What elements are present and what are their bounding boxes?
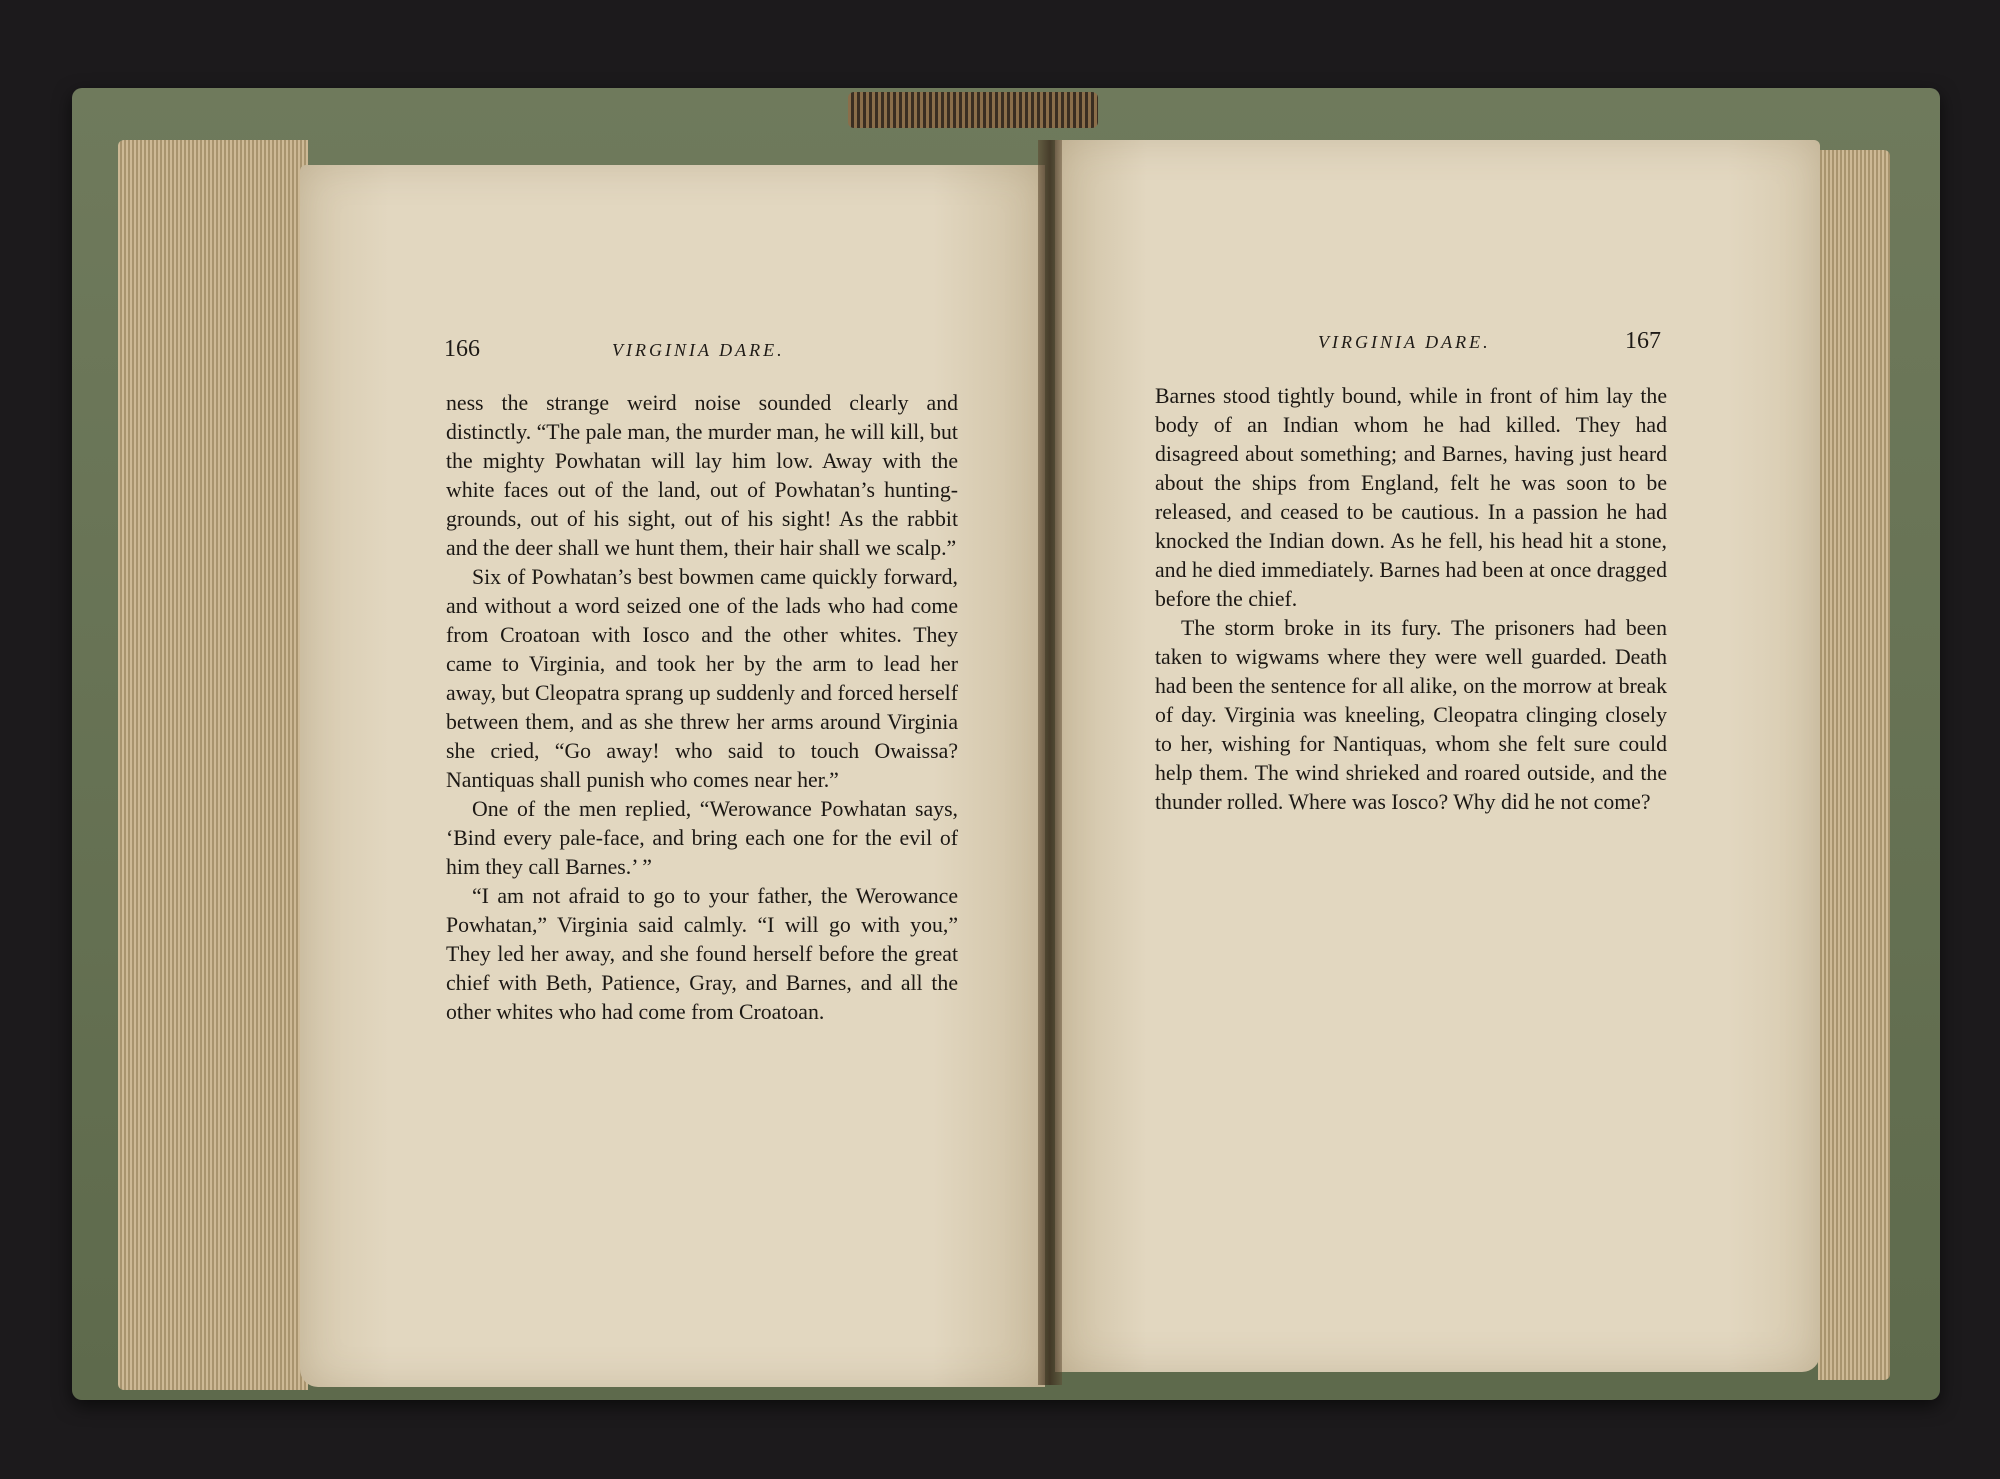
left-page-number: 166 xyxy=(444,336,480,362)
left-page-edges xyxy=(118,140,308,1390)
right-page-text xyxy=(1155,382,1667,817)
left-paragraph-4: “I am not afraid to go to your father, the Werowance Powhatan,” Virginia said calmly. “I will go with you,” They led her away, and she found herself before the great chief with Beth, Patience, Gray, and Barnes, and all the other whites who had come from Croatoan. xyxy=(446,884,958,1024)
left-running-head-title: VIRGINIA DARE. xyxy=(612,340,785,360)
left-paragraph-3: One of the men replied, “Werowance Powhatan says, ‘Bind every pale-face, and bring each one for the evil of him they call Barnes.’ ” xyxy=(446,797,958,879)
left-paragraph-2: Six of Powhatan’s best bowmen came quickly forward, and without a word seized one of the lads who had come from Croatoan with Iosco and the other whites. They came to Virginia, and took her by the arm to lead her away, but Cleopatra sprang up suddenly and forced herself between them, and as she threw her arms around Virginia she cried, “Go away! who said to touch Owaissa? Nantiquas shall punish who comes near her.” xyxy=(446,565,958,792)
left-page-text xyxy=(446,389,958,1027)
right-running-header xyxy=(1155,328,1675,368)
right-page-edges xyxy=(1818,150,1890,1380)
right-paragraph-2: The storm broke in its fury. The prisoners had been taken to wigwams where they were well guarded. Death had been the sentence for all alike, on the morrow at break of day. Virginia was kneeling, Cleopatra clinging closely to her, wishing for Nantiquas, whom she felt sure could help them. The wind shrieked and roared outside, and the thunder rolled. Where was Iosco? Why did he not come? xyxy=(1155,616,1667,814)
left-paragraph-1: ness the strange weird noise sounded clearly and distinctly. “The pale man, the murder man, he will kill, but the mighty Powhatan will lay him low. Away with the white faces out of the land, out of Powhatan’s hunting-grounds, out of his sight, out of his sight! As the rabbit and the deer shall we hunt them, their hair shall we scalp.” xyxy=(446,391,958,560)
right-running-head-title: VIRGINIA DARE. xyxy=(1318,332,1491,352)
left-running-header xyxy=(444,336,964,376)
book-gutter xyxy=(1038,140,1062,1385)
right-page-number: 167 xyxy=(1625,328,1661,354)
right-paragraph-1: Barnes stood tightly bound, while in front of him lay the body of an Indian whom he had killed. They had disagreed about something; and Barnes, having just heard about the ships from England, felt he was soon to be released, and ceased to be cautious. In a passion he had knocked the Indian down. As he fell, his head hit a stone, and he died immediately. Barnes had been at once dragged before the chief. xyxy=(1155,384,1667,611)
book-spine xyxy=(848,92,1098,128)
